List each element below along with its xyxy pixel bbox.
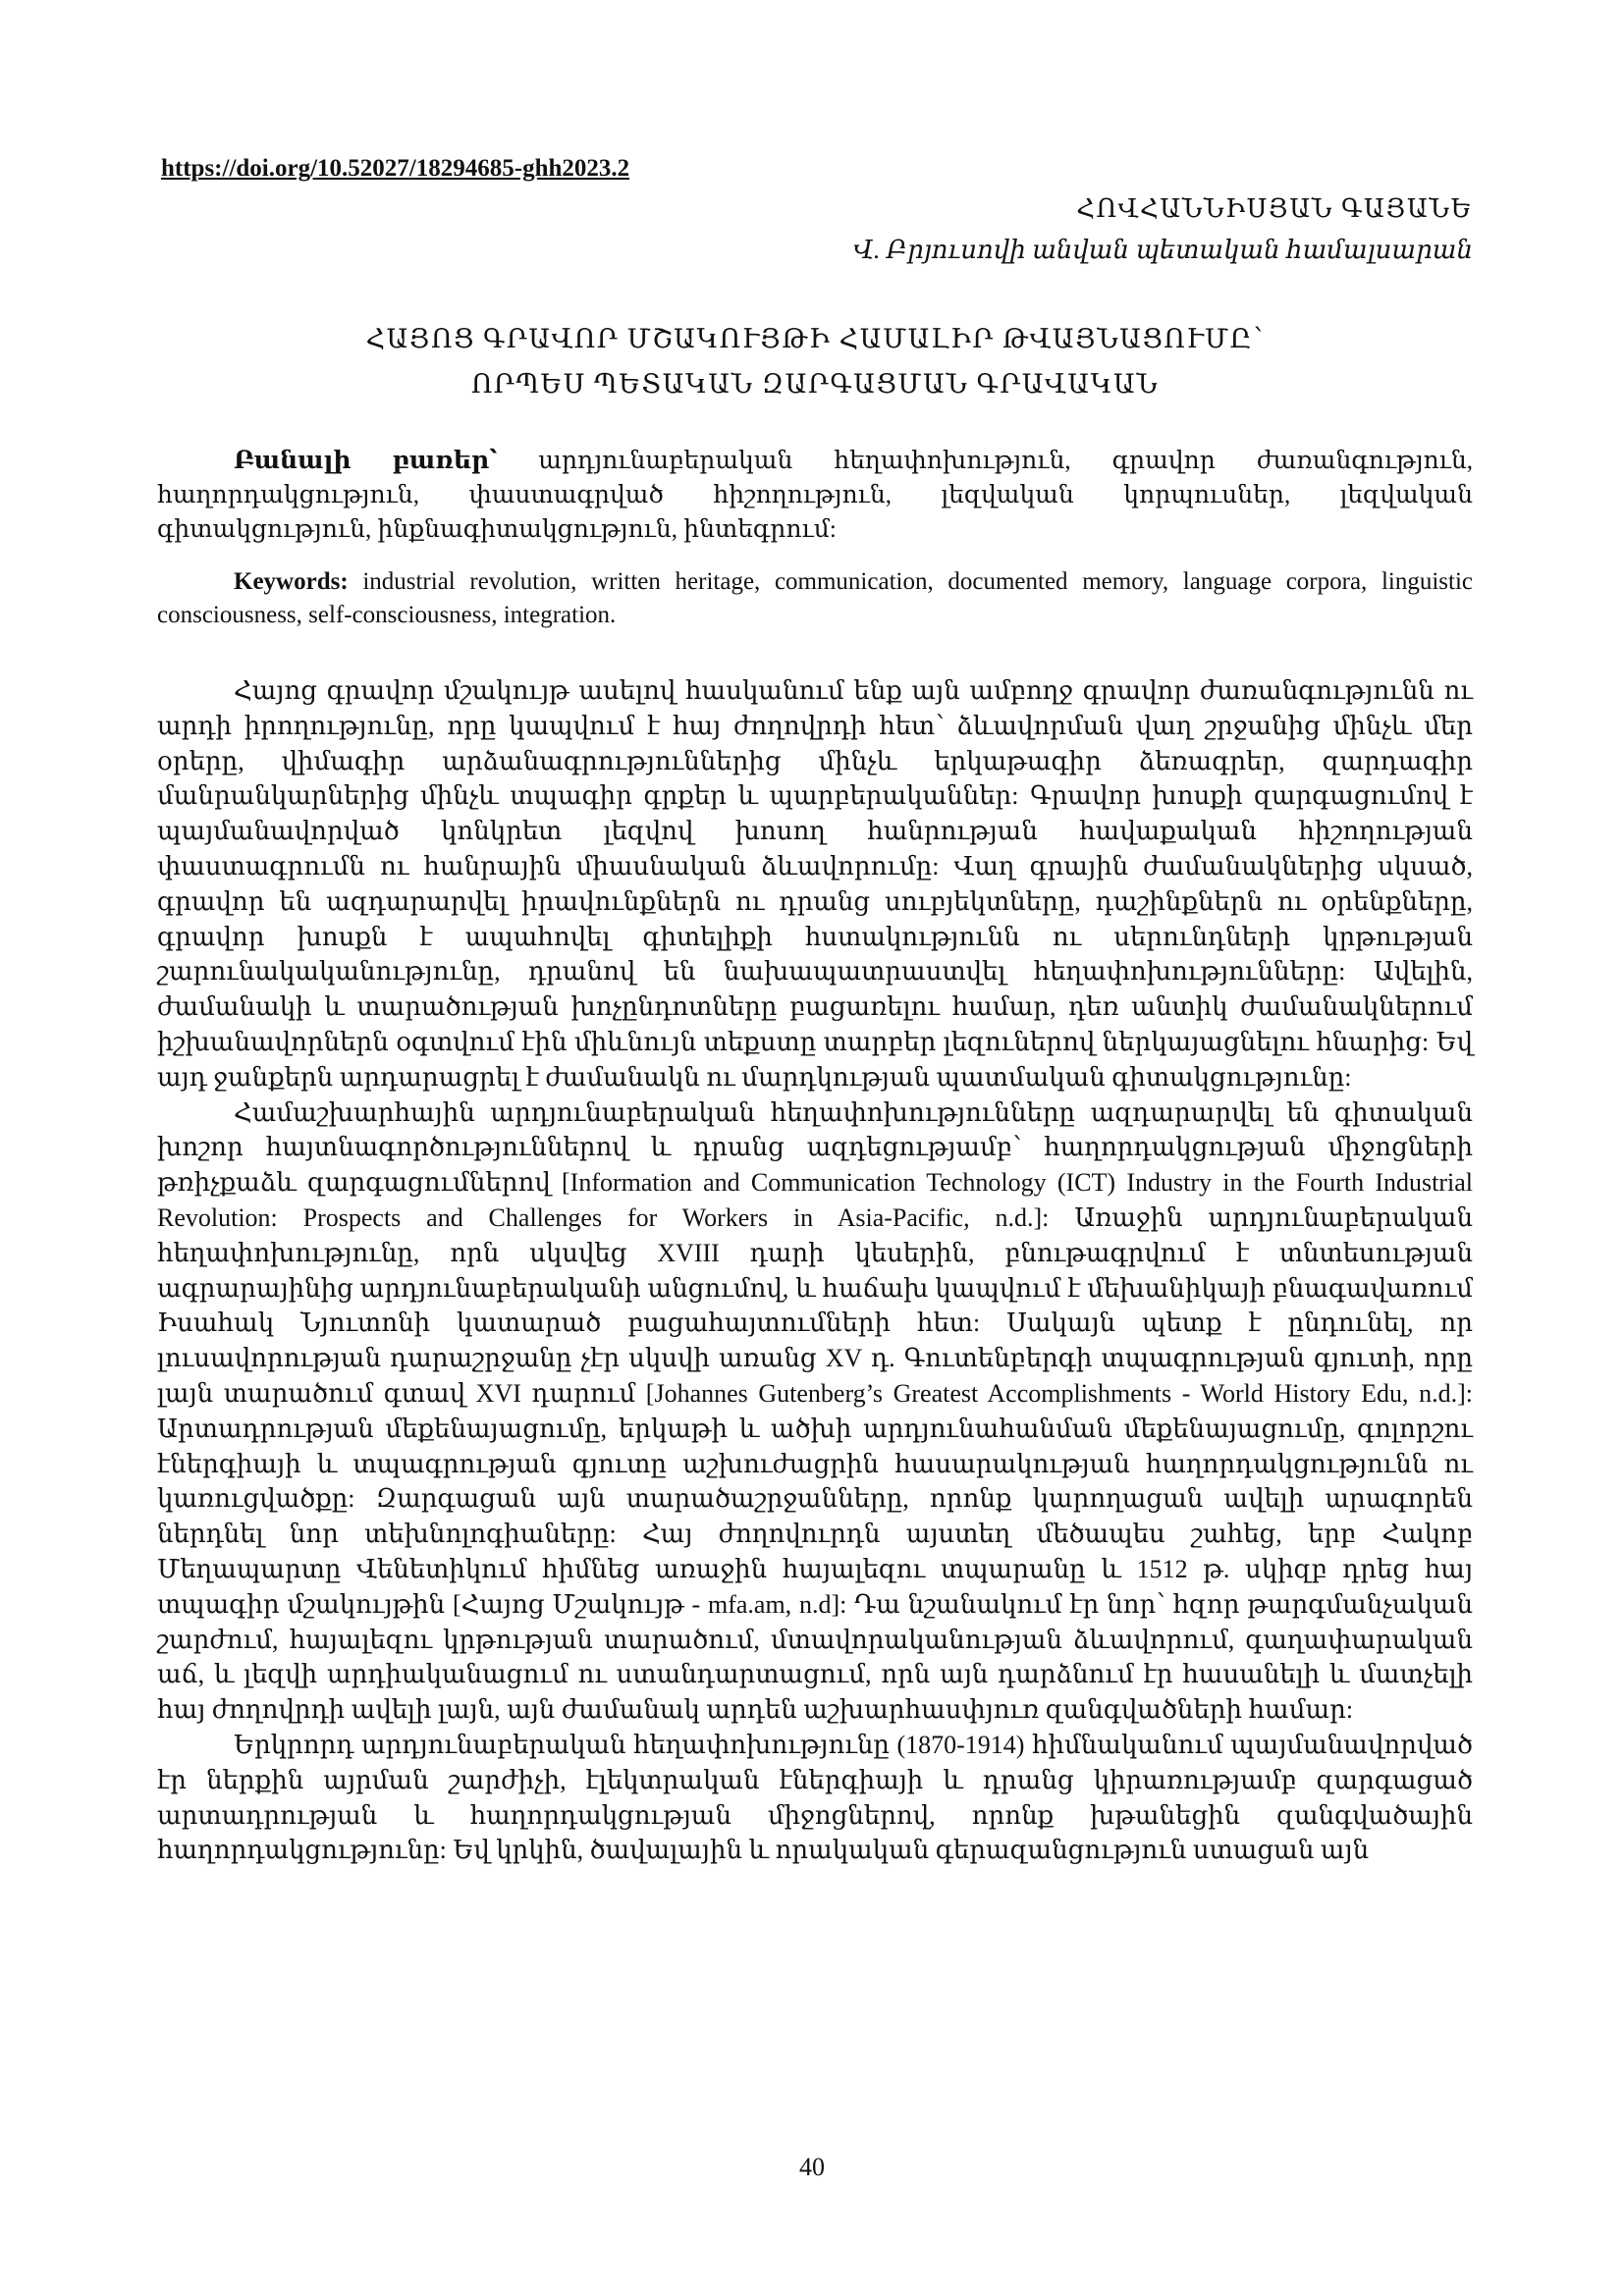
article-title-line-2: ՈՐՊԵՍ ՊԵՏԱԿԱՆ ԶԱՐԳԱՑՄԱՆ ԳՐԱՎԱԿԱՆ [470, 369, 1160, 399]
doi-link[interactable]: https://doi.org/10.52027/18294685-ghh2023.2 [161, 155, 630, 182]
body-paragraph-3: Երկրորդ արդյունաբերական հեղափոխությունը (1870-1914) հիմնականում պայմանավորված էր ներքին այրման շարժիչի, էլեկտրական էներգիայի և դրանց կիրառությամբ զարգացած արտադրության և հաղորդակցության միջոցներով, որոնք խթանեցին զանգվածային հաղորդակցությունը: Եվ կրկին, ծավալային և որակական գերազանցություն ստացան այն [157, 1730, 1473, 1865]
keywords-armenian-text: արդյունաբերական հեղափոխություն, գրավոր ժառանգություն, հաղորդակցություն, փաստագրված հիշողություն, լեզվական կորպուսներ, լեզվական գիտակցություն, ինքնագիտակցություն, ինտեգրում: [157, 448, 1474, 543]
article-title-line-1: ՀԱՅՈՑ ԳՐԱՎՈՐ ՄՇԱԿՈՒՅԹԻ ՀԱՄԱԼԻՐ ԹՎԱՅՆԱՑՈՒՄԸ՝ [365, 324, 1265, 353]
author-affiliation: Վ. Բրյուսովի անվան պետական համալսարան [853, 236, 1473, 264]
body-paragraph-2: Համաշխարհային արդյունաբերական հեղափոխությունները ազդարարվել են գիտական խոշոր հայտնագործություններով և դրանց ազդեցությամբ՝ հաղորդակցության միջոցների թռիչքաձև զարգացումներով [Information and Communication Technology (ICT) Industry in the Fourth Industrial Revolution: Prospects and Challenges for Workers in Asia-Pacific, n.d.]: Առաջին արդյունաբերական հեղափոխությունը, որն սկսվեց XVIII դարի կեսերին, բնութագրվում է տնտեսության ագրարայինից արդյունաբերականի անցումով, և հաճախ կապվում է մեխանիկայի բնագավառում Իսահակ Նյուտոնի կատարած բացահայտումների հետ: Սակայն պետք է ընդունել, որ լուսավորության դարաշրջանը չէր սկսվի առանց XV դ. Գուտենբերգի տպագրության գյուտի, որը լայն տարածում գտավ XVI դարում [Johannes Gutenberg’s Greatest Accomplishments - World History Edu, n.d.]: Արտադրության մեքենայացումը, երկաթի և ածխի արդյունահանման մեքենայացումը, գոլորշու էներգիայի և տպագրության գյուտը աշխուժացրին հասարակության հաղորդակցությունն ու կառուցվածքը: Զարգացան այն տարածաշրջանները, որոնք կարողացան ավելի արագորեն ներդնել նոր տեխնոլոգիաները: Հայ ժողովուրդն այստեղ մեծապես շահեց, երբ Հակոբ Մեղապարտը Վենետիկում հիմնեց առաջին հայալեզու տպարանը և 1512 թ. սկիզբ դրեց հայ տպագիր մշակույթին [Հայոց Մշակույթ - mfa.am, n.d]: Դա նշանակում էր նոր՝ հզոր թարգմանչական շարժում, հայալեզու կրթության տարածում, մտավորականության ձևավորում, գաղափարական աճ, և լեզվի արդիականացում ու ստանդարտացում, որն այն դարձնում էր հասանելի և մատչելի հայ ժողովրդի ավելի լայն, այն ժամանակ արդեն աշխարհասփյուռ զանգվածների համար: [157, 1097, 1473, 1725]
keywords-armenian-label: Բանալի բառեր՝ [234, 448, 498, 474]
body-paragraph-1: Հայոց գրավոր մշակույթ ասելով հասկանում ենք այն ամբողջ գրավոր ժառանգությունն ու արդի իրողությունը, որը կապվում է հայ ժողովրդի հետ՝ ձևավորման վաղ շրջանից մինչև մեր օրերը, վիմագիր արձանագրություններից մինչև երկաթագիր ձեռագրեր, զարդագիր մանրանկարներից մինչև տպագիր գրքեր և պարբերականներ: Գրավոր խոսքի զարգացումով է պայմանավորված կոնկրետ լեզվով խոսող հանրության հավաքական հիշողության փաստագրումն ու հանրային միասնական ձևավորումը: Վաղ գրային ժամանակներից սկսած, գրավոր են ազդարարվել իրավունքներն ու դրանց սուբյեկտները, դաշինքներն ու օրենքները, գրավոր խոսքն է ապահովել գիտելիքի հստակությունն ու սերունդների կրթության շարունակականությունը, դրանով են նախապատրաստվել հեղափոխությունները: Ավելին, ժամանակի և տարածության խոչընդոտները բացառելու համար, դեռ անտիկ ժամանակներում իշխանավորներն օգտվում էին միևնույն տեքստը տարբեր լեզուներով ներկայացնելու հնարից: Եվ այդ ջանքերն արդարացրել է ժամանակն ու մարդկության պատմական գիտակցությունը: [157, 676, 1473, 1092]
keywords-english-label: Keywords: [234, 568, 349, 595]
article-title [157, 316, 1473, 406]
keywords-armenian [157, 444, 1473, 547]
article-body [157, 673, 1473, 1868]
keywords-english [157, 565, 1473, 632]
keywords-english-text: industrial revolution, written heritage, communication, documented memory, language corpora, linguistic consciousness, self-consciousness, integration. [157, 568, 1473, 628]
author-name: ՀՈՎՀԱՆՆԻՍՅԱՆ ԳԱՅԱՆԵ [1076, 194, 1473, 223]
page-number: 40 [799, 2153, 825, 2181]
